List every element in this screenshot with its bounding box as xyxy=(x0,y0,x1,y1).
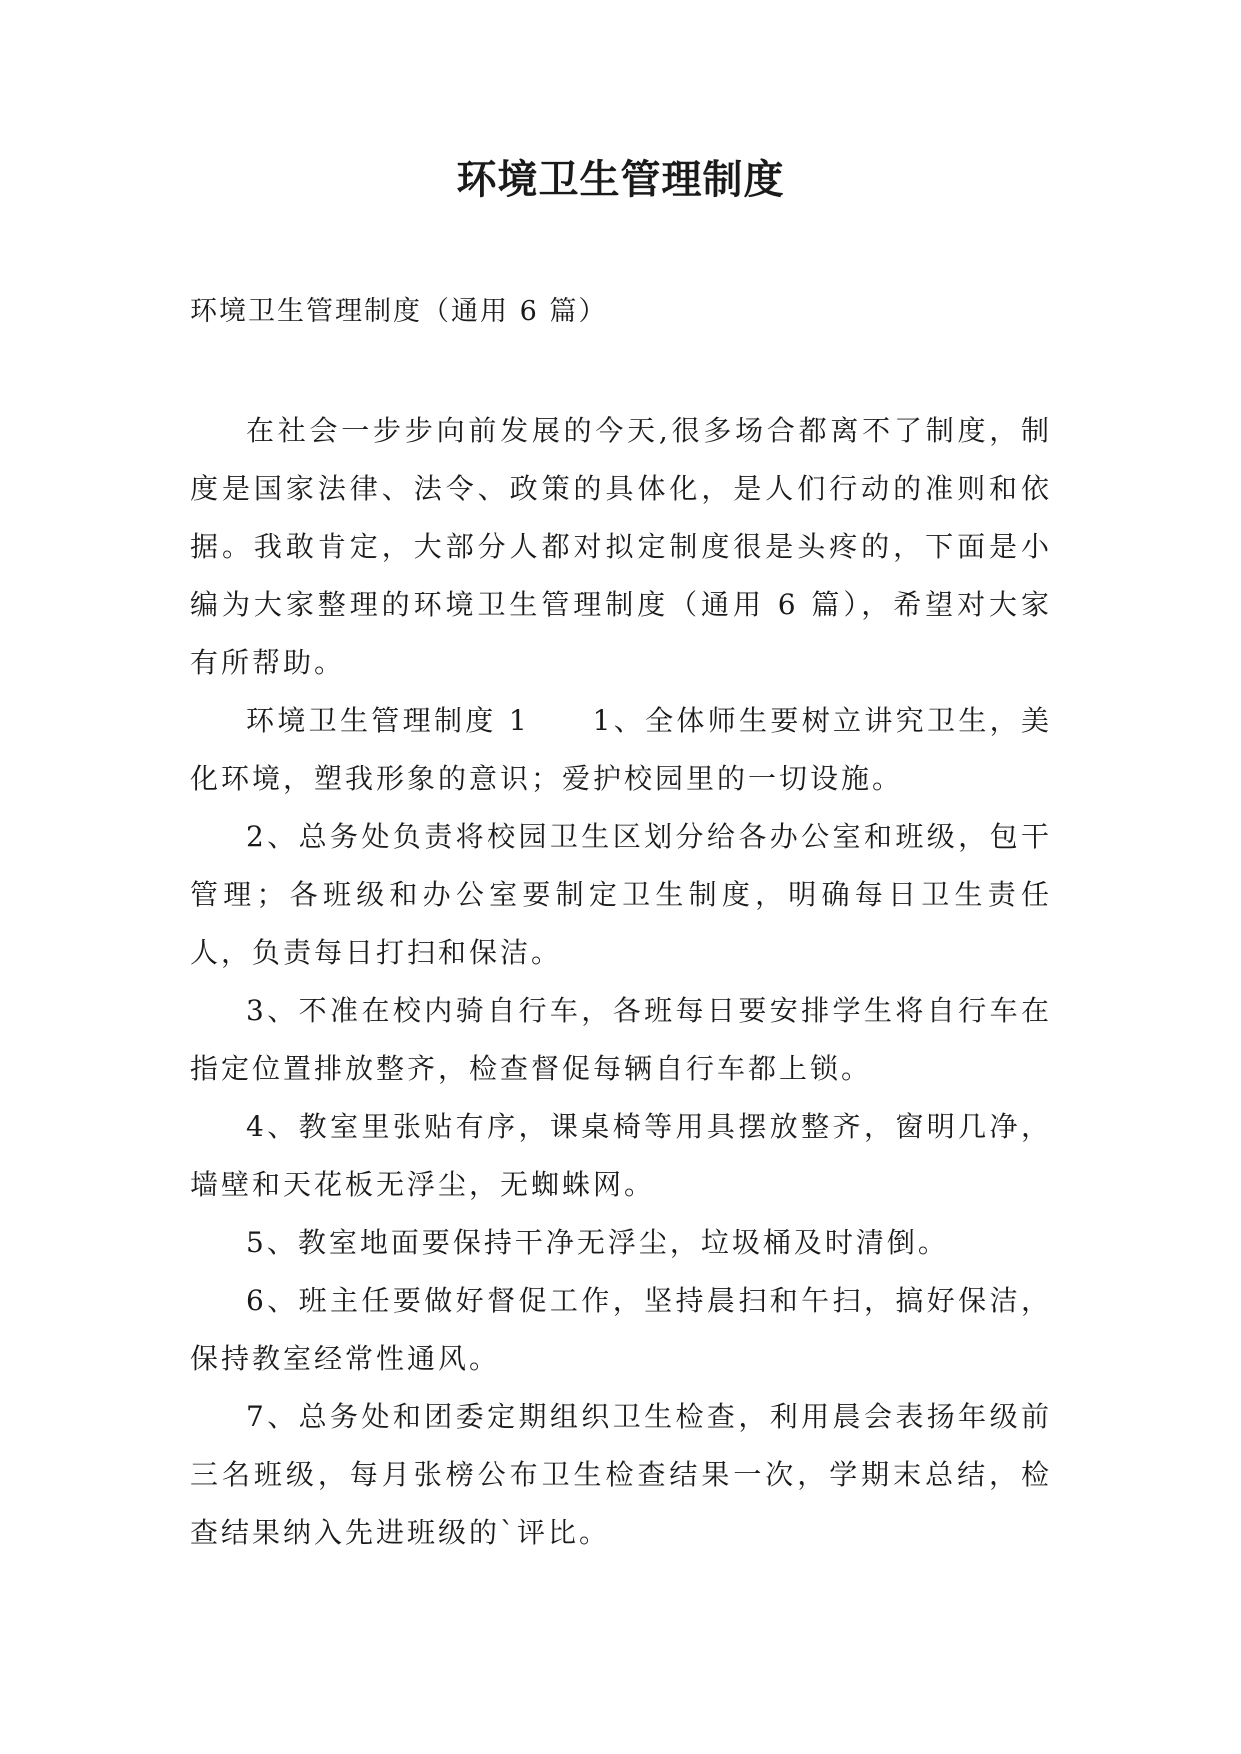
rule-paragraph-1: 环境卫生管理制度 1 1、全体师生要树立讲究卫生，美化环境，塑我形象的意识；爱护校园里的一切设施。 xyxy=(190,704,1052,795)
rule-paragraph-6: 6、班主任要做好督促工作，坚持晨扫和午扫，搞好保洁，保持教室经常性通风。 xyxy=(190,1284,1052,1375)
document-title: 环境卫生管理制度 xyxy=(456,156,785,203)
rule-paragraph-4: 4、教室里张贴有序，课桌椅等用具摆放整齐，窗明几净，墙壁和天花板无浮尘，无蜘蛛网。 xyxy=(190,1110,1052,1201)
intro-paragraph: 在社会一步步向前发展的今天,很多场合都离不了制度，制度是国家法律、法令、政策的具体化，是人们行动的准则和依据。我敢肯定，大部分人都对拟定制度很是头疼的，下面是小编为大家整理的环境卫生管理制度（通用 6 篇），希望对大家有所帮助。 xyxy=(190,414,1052,679)
rule-paragraph-7: 7、总务处和团委定期组织卫生检查，利用晨会表扬年级前三名班级，每月张榜公布卫生检查结果一次，学期末总结，检查结果纳入先进班级的`评比。 xyxy=(190,1400,1052,1549)
rule-paragraph-3: 3、不准在校内骑自行车，各班每日要安排学生将自行车在指定位置排放整齐，检查督促每辆自行车都上锁。 xyxy=(190,994,1052,1085)
document-subtitle: 环境卫生管理制度（通用 6 篇） xyxy=(190,296,608,327)
rule-paragraph-5: 5、教室地面要保持干净无浮尘，垃圾桶及时清倒。 xyxy=(246,1226,949,1259)
document-body xyxy=(190,402,1052,1562)
rule-paragraph-2: 2、总务处负责将校园卫生区划分给各办公室和班级，包干管理；各班级和办公室要制定卫生制度，明确每日卫生责任人，负责每日打扫和保洁。 xyxy=(190,820,1052,969)
